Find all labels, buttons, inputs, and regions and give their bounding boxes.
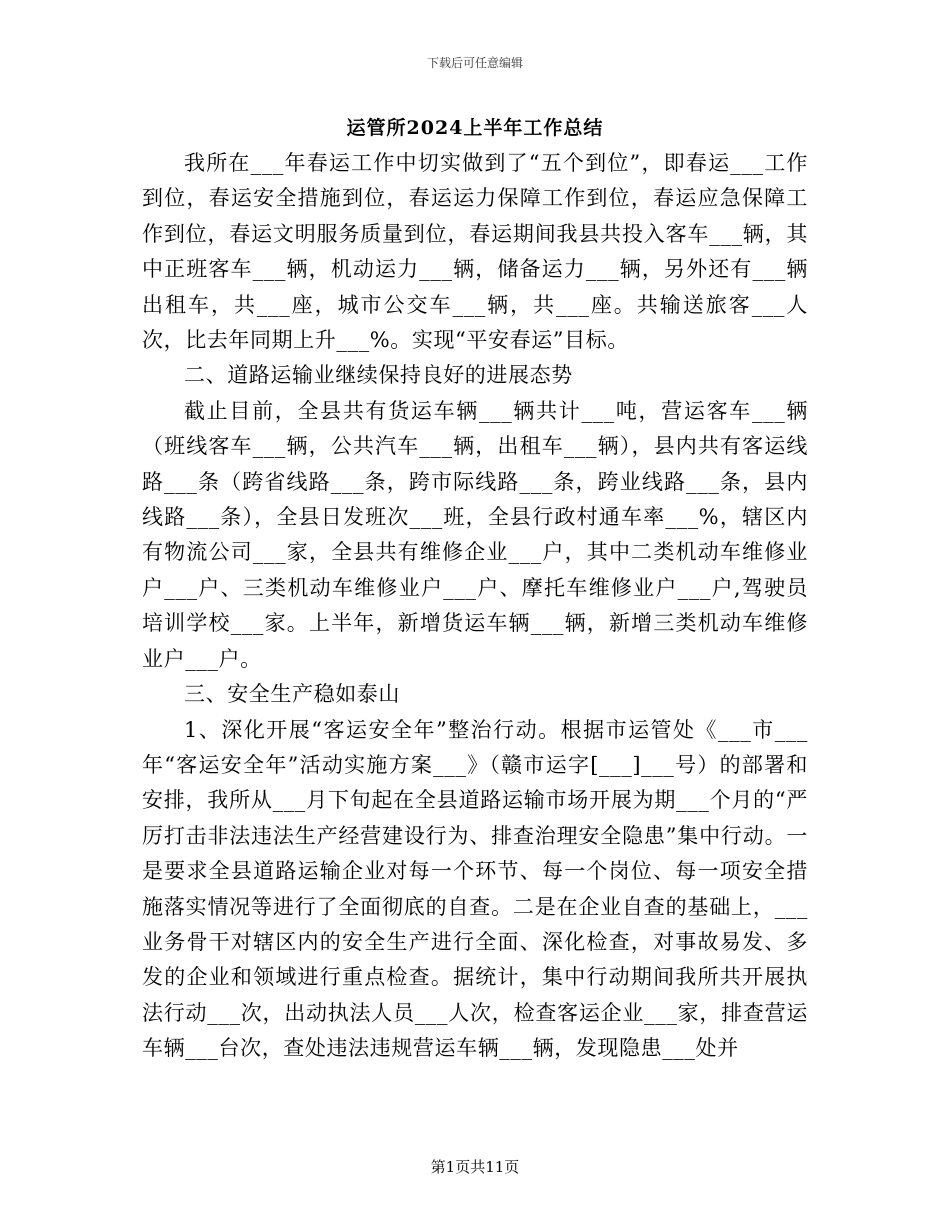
page-header-note: 下载后可任意编辑 [426,56,523,70]
document-title: 运管所2024上半年工作总结 [346,117,604,139]
paragraph-spring-transport: 我所在___年春运工作中切实做到了“五个到位”，即春运___工作到位，春运安全措施到位，春运运力保障工作到位，春运应急保障工作到位，春运文明服务质量到位，春运期间我县共投入客车___辆，其中正班客车___辆，机动运力___辆，储备运力___辆，另外还有___辆出租车，共___座，城市公交车___辆，共___座。共输送旅客___人次，比去年同期上升___%。实现“平安春运”目标。 [142,151,808,353]
paragraph-road-transport-stats: 截止目前，全县共有货运车辆___辆共计___吨，营运客车___辆（班线客车___辆，公共汽车___辆，出租车___辆），县内共有客运线路___条（跨省线路___条，跨市际线路___条，跨业线路___条，县内线路___条），全县日发班次___班，全县行政村通车率___%，辖区内有物流公司___家，全县共有维修企业___户，其中二类机动车维修业户___户、三类机动车维修业户___户、摩托车维修业户___户,驾驶员培训学校___家。上半年，新增货运车辆___辆，新增三类机动车维修业户___户。 [142,398,808,671]
document-body [142,146,808,1067]
page-number: 第1页共11页 [430,1158,520,1176]
section-heading-road-transport: 二、道路运输业继续保持良好的进展态势 [184,363,573,388]
paragraph-safety-campaign: 1、深化开展“客运安全年”整治行动。根据市运管处《___市___年“客运安全年”活动实施方案___》（赣市运字[___]___号）的部署和安排，我所从___月下旬起在全县道路运输市场开展为期___个月的“严厉打击非法违法生产经营建设行为、排查治理安全隐患”集中行动。一是要求全县道路运输企业对每一个环节、每一个岗位、每一项安全措施落实情况等进行了全面彻底的自查。二是在企业自查的基础上，___业务骨干对辖区内的安全生产进行全面、深化检查，对事故易发、多发的企业和领域进行重点检查。据统计，集中行动期间我所共开展执法行动___次，出动执法人员___人次，检查客运企业___家，排查营运车辆___台次，查处违法违规营运车辆___辆，发现隐患___处并 [142,717,808,1061]
section-heading-safety: 三、安全生产稳如泰山 [184,682,400,707]
